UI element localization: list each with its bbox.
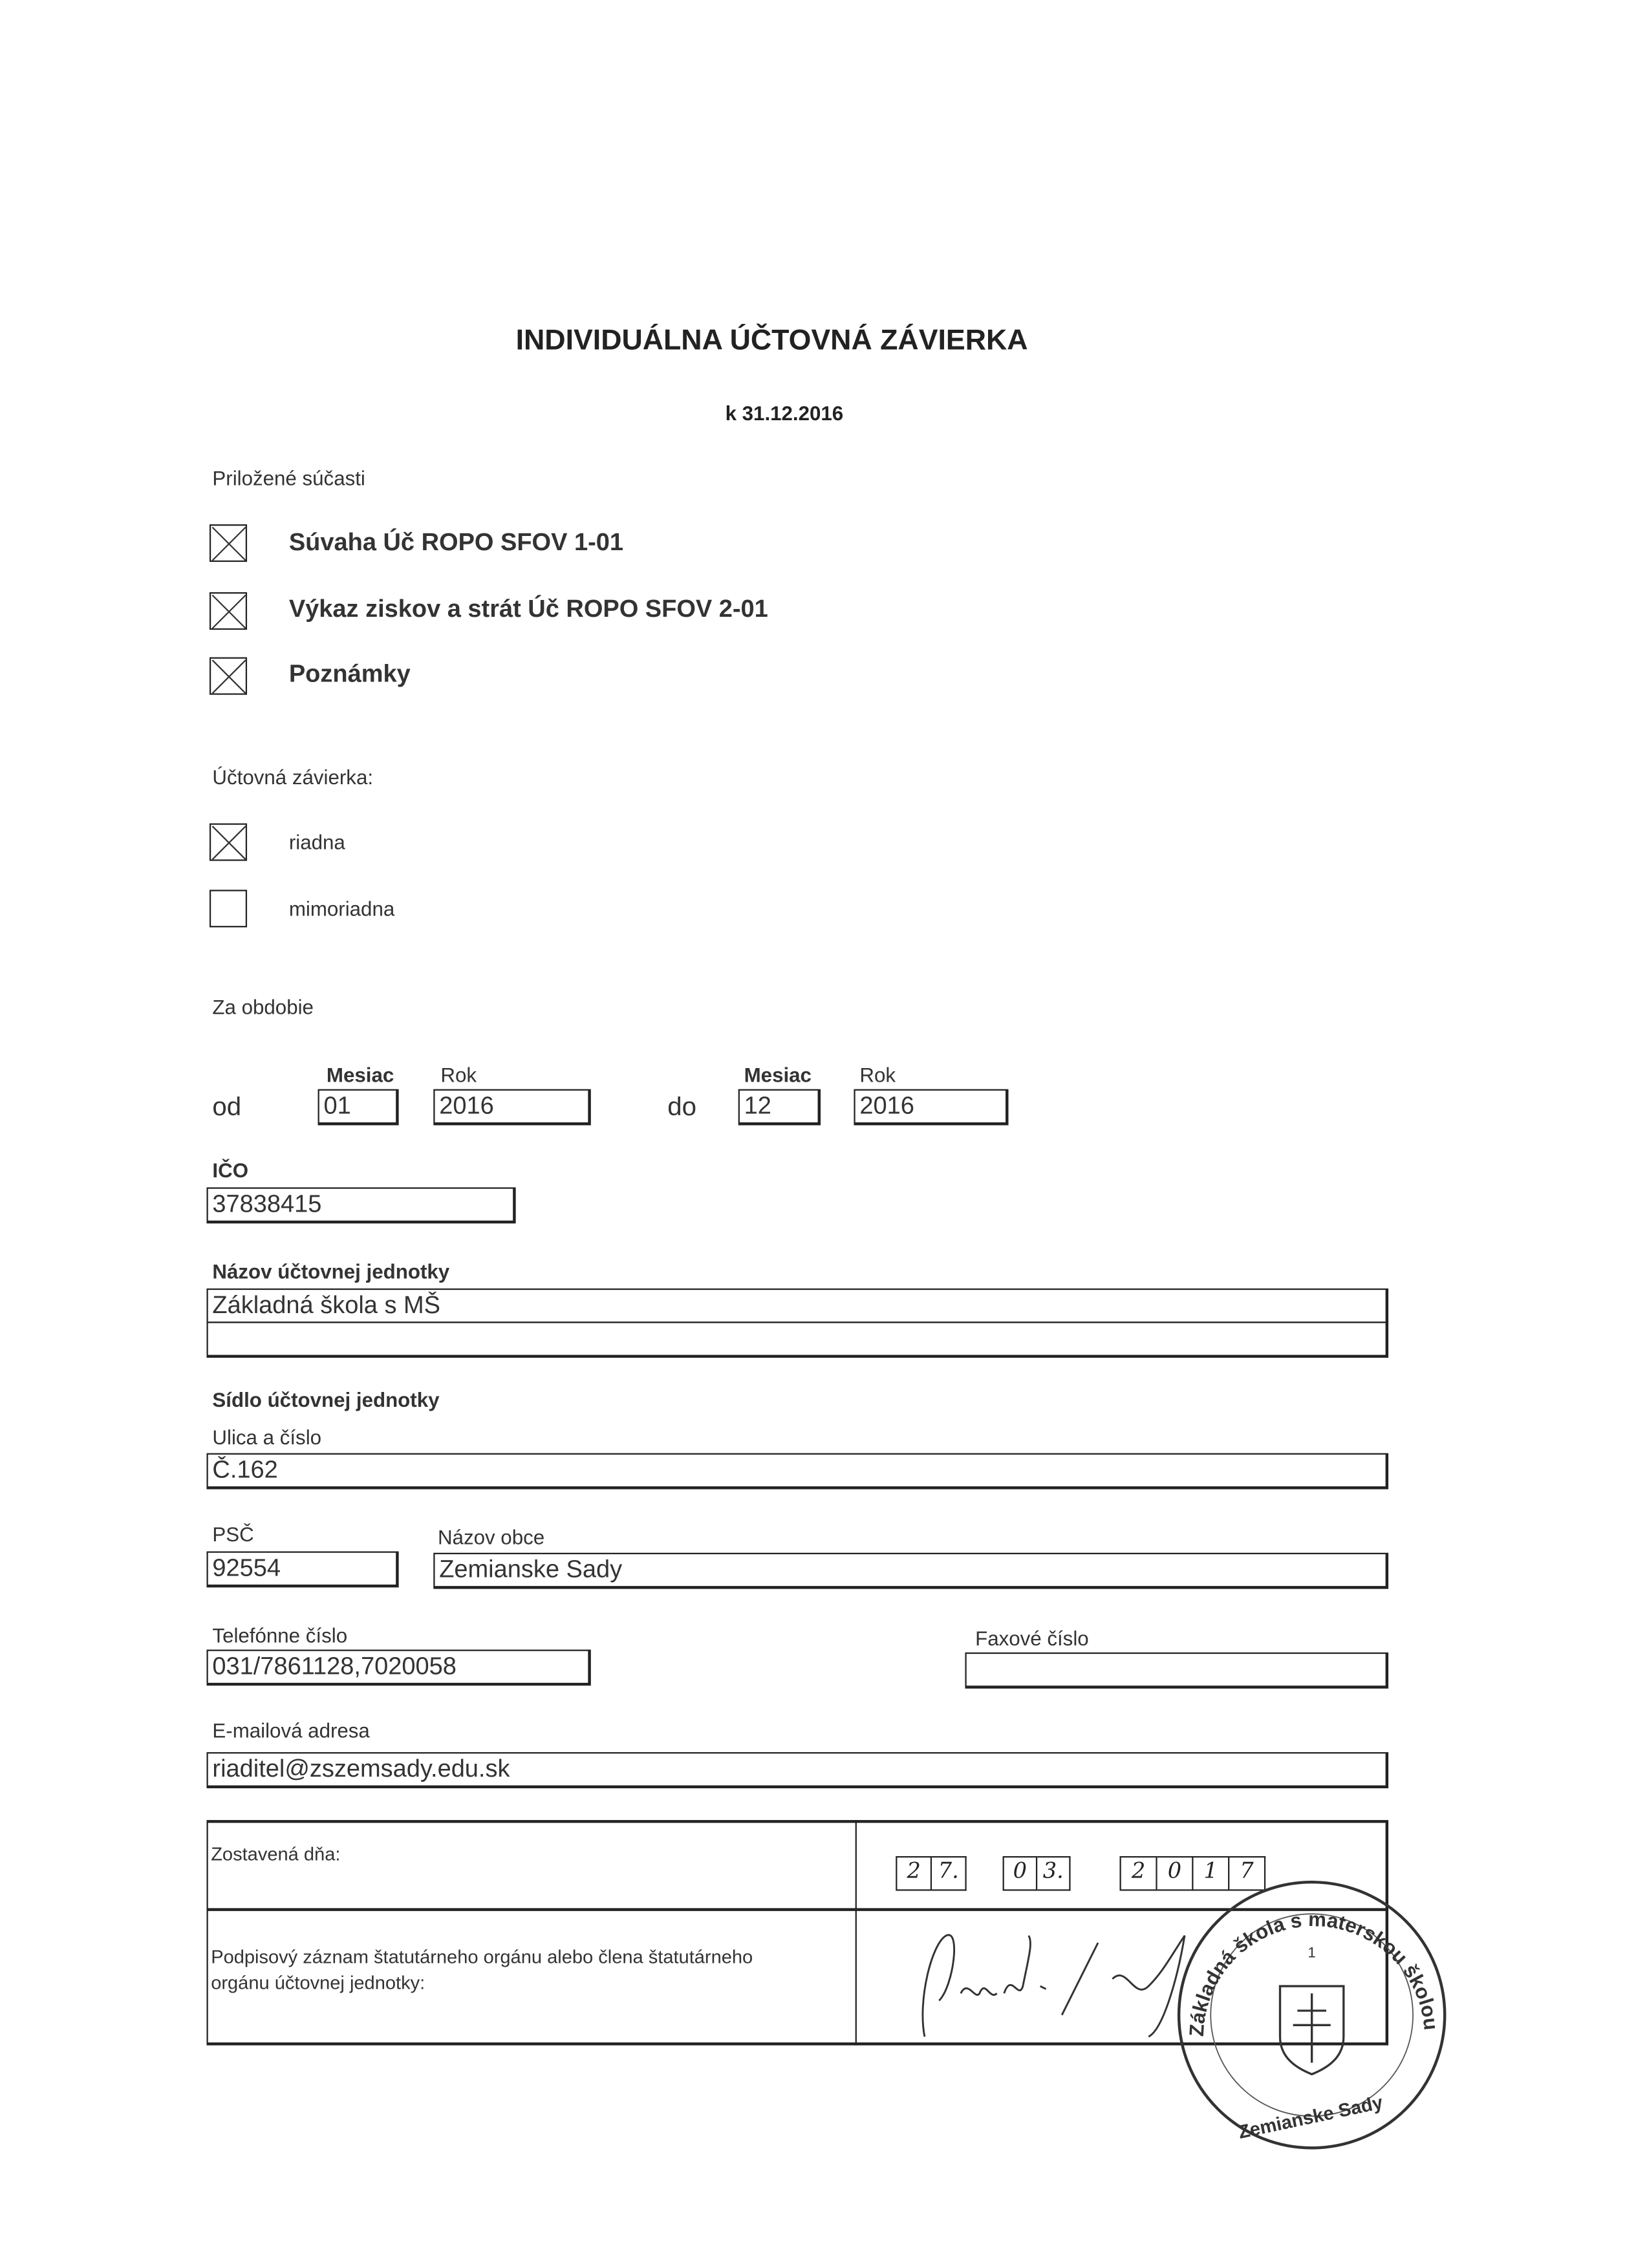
handwritten-signature [896,1914,1214,2051]
fax-field[interactable] [965,1653,1388,1689]
attachment-checkbox-1[interactable] [210,524,247,562]
date-month-field[interactable] [1003,1856,1071,1891]
document-title: INDIVIDUÁLNA ÚČTOVNÁ ZÁVIERKA [515,325,1028,357]
phone-field[interactable]: 031/7861128,7020058 [206,1649,590,1685]
attachments-heading: Priložené súčasti [212,466,365,490]
as-of-date: k 31.12.2016 [725,401,844,425]
attachment-label: Súvaha Úč ROPO SFOV 1-01 [288,528,623,557]
ico-field[interactable]: 37838415 [206,1188,515,1224]
entity-name-label: Názov účtovnej jednotky [212,1259,450,1283]
date-digit: 3. [1037,1856,1070,1891]
signature-label-line1: Podpisový záznam štatutárneho orgánu alebo člena štatutárneho [211,1945,753,1967]
compiled-label: Zostavená dňa: [211,1843,341,1865]
signature-label-line2: orgánu účtovnej jednotky: [211,1971,425,1994]
to-year-label: Rok [859,1063,896,1087]
city-field[interactable]: Zemianske Sady [433,1553,1388,1589]
attachment-checkbox-2[interactable] [210,592,247,630]
phone-label: Telefónne číslo [212,1623,348,1647]
check-x-icon [211,825,248,862]
from-year-label: Rok [440,1063,477,1087]
regular-checkbox[interactable] [210,823,247,861]
statement-type-heading: Účtovná závierka: [212,765,374,789]
date-digit: 7 [1229,1856,1265,1891]
street-field[interactable]: Č.162 [206,1453,1388,1490]
from-label: od [212,1092,242,1121]
attachment-checkbox-3[interactable] [210,658,247,695]
street-label: Ulica a číslo [212,1426,322,1449]
svg-text:Základná škola s materskou ško: Základná škola s materskou školou [1185,1907,1443,2037]
svg-text:Zemianske Sady: Zemianske Sady [1236,2092,1385,2143]
check-x-icon [211,526,248,563]
to-label: do [667,1092,696,1121]
extraordinary-label: mimoriadna [288,897,395,921]
email-field[interactable]: riaditel@zszemsady.edu.sk [206,1752,1388,1788]
official-stamp [1167,1878,1456,2166]
seat-heading: Sídlo účtovnej jednotky [212,1388,440,1411]
table-divider [856,1820,857,2046]
check-x-icon [211,594,248,631]
zip-field[interactable]: 92554 [206,1552,398,1588]
from-year-field[interactable]: 2016 [433,1089,591,1126]
period-heading: Za obdobie [212,995,314,1019]
from-month-field[interactable]: 01 [318,1089,399,1126]
extraordinary-checkbox[interactable] [210,890,247,927]
to-month-label: Mesiac [744,1063,812,1087]
date-digit: 0 [1157,1856,1194,1891]
regular-label: riadna [288,830,345,854]
fax-label: Faxové číslo [975,1626,1089,1650]
to-year-field[interactable]: 2016 [854,1089,1008,1126]
check-x-icon [211,659,248,696]
ico-label: IČO [212,1158,249,1182]
city-label: Názov obce [437,1525,545,1549]
email-label: E-mailová adresa [212,1718,370,1742]
date-digit: 0 [1003,1856,1038,1891]
to-month-field[interactable]: 12 [738,1089,821,1126]
date-day-field[interactable] [896,1856,966,1891]
zip-label: PSČ [212,1522,254,1546]
from-month-label: Mesiac [326,1063,394,1087]
svg-text:1: 1 [1308,1944,1316,1961]
attachment-label: Poznámky [288,660,411,688]
date-digit: 2 [1120,1856,1157,1891]
date-digit: 7. [932,1856,967,1891]
date-digit: 2 [896,1856,932,1891]
entity-name-line1-field[interactable]: Základná škola s MŠ [206,1289,1388,1323]
entity-name-line2-field[interactable] [206,1321,1388,1358]
date-digit: 1 [1193,1856,1229,1891]
attachment-label: Výkaz ziskov a strát Úč ROPO SFOV 2-01 [288,595,768,623]
